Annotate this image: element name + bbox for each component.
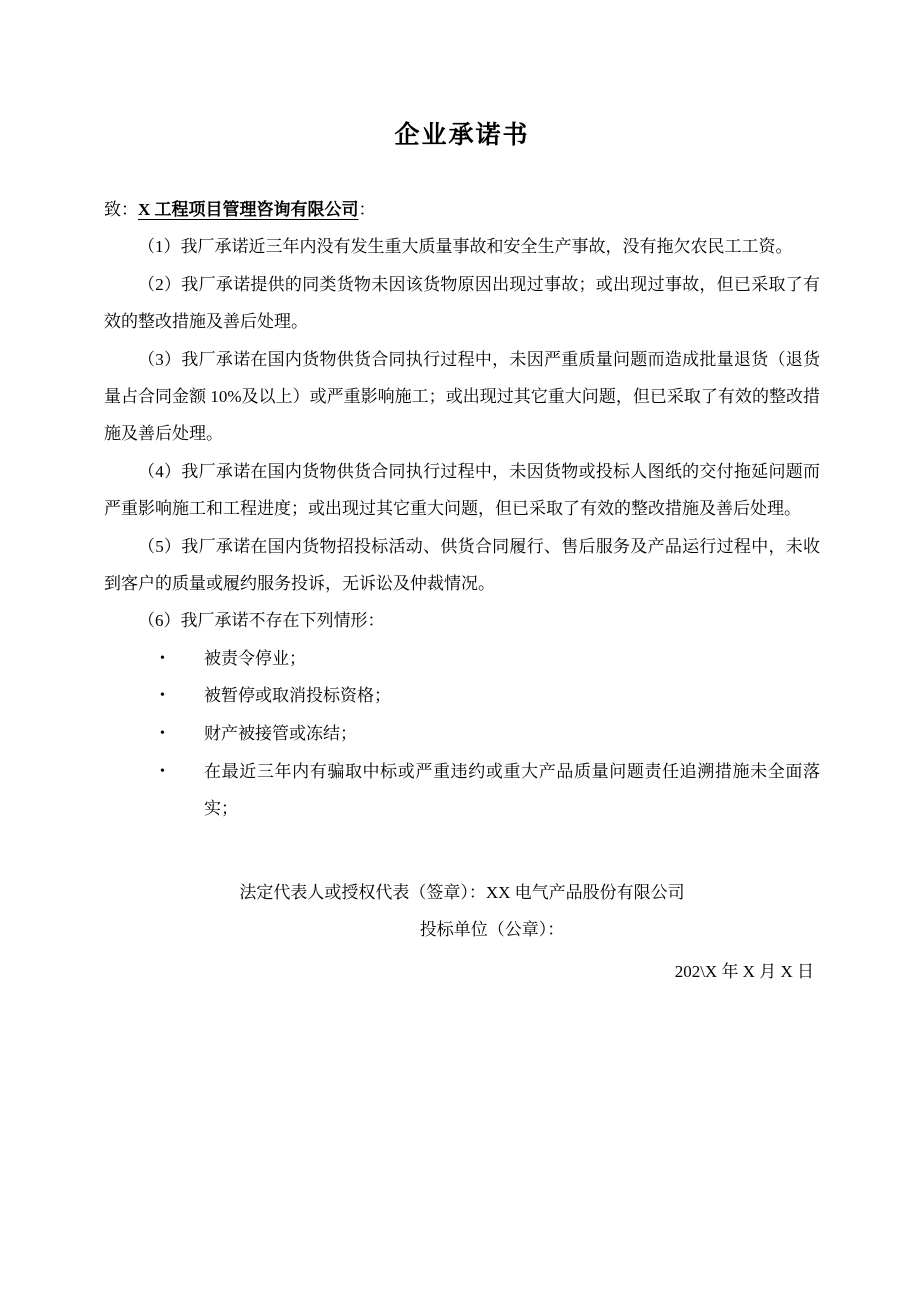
paragraph-6: （6）我厂承诺不存在下列情形：	[138, 611, 385, 631]
paragraph-2: （2）我厂承诺提供的同类货物未因该货物原因出现过事故；或出现过事故，但已采取了有效的整改措施及善后处理。	[104, 274, 820, 332]
list-item-text: 财产被接管或冻结；	[204, 724, 357, 744]
bullet-icon: •	[160, 726, 165, 742]
page-title: 企业承诺书	[394, 122, 530, 149]
list-item-text: 在最近三年内有骗取中标或严重违约或重大产品质量问题责任追溯措施未全面落实；	[204, 762, 820, 819]
salutation-company-name: X 工程项目管理咨询有限公司	[138, 200, 359, 219]
paragraph-4: （4）我厂承诺在国内货物供货合同执行过程中，未因货物或投标人图纸的交付拖延问题而严重影响施工和工程进度；或出现过其它重大问题，但已采取了有效的整改措施及善后处理。	[104, 461, 820, 519]
bullet-icon: •	[160, 650, 165, 666]
list-item	[104, 753, 820, 828]
bullet-icon: •	[160, 688, 165, 704]
salutation-prefix: 致：	[104, 200, 138, 219]
list-item	[104, 677, 820, 715]
bullet-icon: •	[160, 764, 165, 780]
list-item	[104, 715, 820, 753]
paragraph-5: （5）我厂承诺在国内货物招投标活动、供货合同履行、售后服务及产品运行过程中，未收到客户的质量或履约服务投诉，无诉讼及仲裁情况。	[104, 536, 820, 593]
paragraph-1: （1）我厂承诺近三年内没有发生重大质量事故和安全生产事故，没有拖欠农民工工资。	[138, 237, 793, 257]
list-item-text: 被责令停业；	[204, 648, 306, 668]
list-item	[104, 640, 820, 678]
date-line: 202\X 年 X 月 X 日	[674, 961, 814, 981]
salutation-line	[104, 191, 820, 228]
conditions-list	[104, 640, 820, 828]
legal-representative-line: 法定代表人或授权代表（签章）：XX 电气产品股份有限公司	[239, 882, 685, 902]
signature-block	[104, 874, 820, 990]
paragraph-3: （3）我厂承诺在国内货物供货合同执行过程中，未因严重质量问题而造成批量退货（退货量占合同金额 10%及以上）或严重影响施工；或出现过其它重大问题，但已采取了有效的整改措施及善后处理。	[104, 349, 820, 444]
list-item-text: 被暂停或取消投标资格；	[204, 686, 391, 706]
bidder-seal-line: 投标单位（公章）：	[419, 920, 565, 940]
salutation-suffix: ：	[358, 200, 376, 219]
